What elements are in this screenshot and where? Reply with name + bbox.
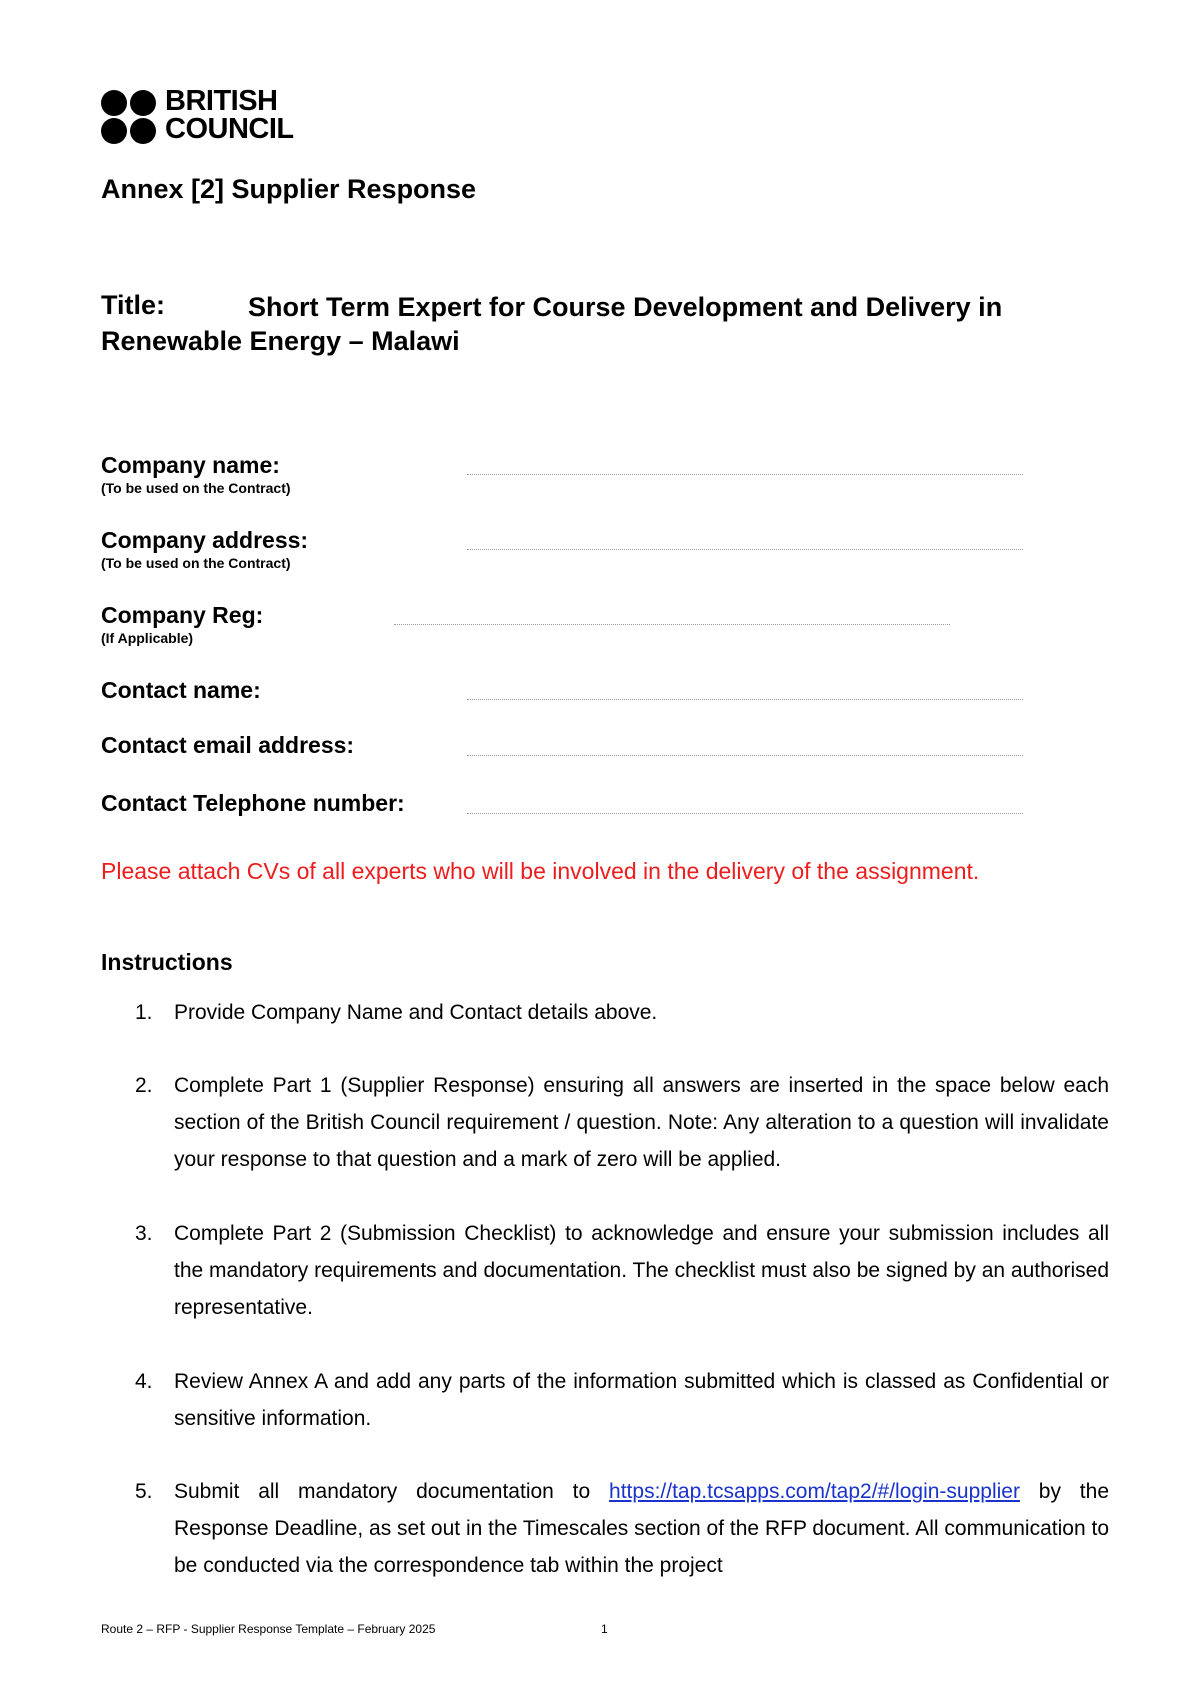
logo-text-line2: COUNCIL	[165, 113, 294, 145]
logo-dot-icon	[101, 90, 127, 116]
company-address-field[interactable]	[467, 549, 1023, 550]
attach-cvs-note: Please attach CVs of all experts who will be involved in the delivery of the assignment.	[101, 858, 980, 884]
company-reg-note: (If Applicable)	[101, 630, 194, 646]
contact-name-field[interactable]	[467, 699, 1023, 700]
contact-email-label: Contact email address:	[101, 732, 355, 758]
list-item-number: 5.	[135, 1480, 153, 1503]
instructions-heading: Instructions	[101, 949, 233, 975]
company-name-field[interactable]	[467, 474, 1023, 475]
contact-telephone-field[interactable]	[467, 813, 1023, 814]
contact-email-field[interactable]	[467, 755, 1023, 756]
list-item-text: Provide Company Name and Contact details above.	[174, 1001, 658, 1024]
contact-name-label: Contact name:	[101, 677, 261, 703]
page-number: 1	[601, 1622, 608, 1636]
list-item-text	[174, 1473, 1109, 1584]
list-item-text-before: Submit all mandatory documentation to	[174, 1480, 591, 1503]
logo-dot-icon	[101, 118, 127, 144]
list-item-number: 2.	[135, 1074, 153, 1097]
company-name-note: (To be used on the Contract)	[101, 480, 291, 496]
company-reg-field[interactable]	[394, 624, 950, 625]
list-item-text: Review Annex A and add any parts of the information submitted which is classed as Confidential or sensitive information.	[174, 1370, 1109, 1430]
list-item-number: 1.	[135, 1001, 153, 1024]
logo-dot-icon	[130, 90, 156, 116]
company-address-label: Company address:	[101, 527, 309, 553]
supplier-login-link[interactable]: https://tap.tcsapps.com/tap2/#/login-supplier	[609, 1480, 1020, 1503]
british-council-logo	[101, 86, 321, 146]
list-item-number: 3.	[135, 1222, 153, 1245]
company-address-note: (To be used on the Contract)	[101, 555, 291, 571]
title-label: Title:	[101, 290, 166, 320]
list-item-text: Complete Part 2 (Submission Checklist) to acknowledge and ensure your submission includes all the mandatory requirements and documentation. The checklist must also be signed by an authorised representative.	[174, 1222, 1109, 1319]
title-text: Short Term Expert for Course Development and Delivery in Renewable Energy – Malawi	[101, 292, 1003, 356]
list-item-text-after: by the Response Deadline, as set out in the Timescales section of the RFP document. All communication to be conducted via the correspondence tab within the project	[174, 1480, 1110, 1577]
company-reg-label: Company Reg:	[101, 602, 264, 628]
contact-telephone-label: Contact Telephone number:	[101, 790, 405, 816]
list-item-text: Complete Part 1 (Supplier Response) ensuring all answers are inserted in the space below each section of the British Council requirement / question. Note: Any alteration to a question will invalidate your response to that question and a mark of zero will be applied.	[174, 1074, 1109, 1171]
logo-text-line1: BRITISH	[165, 85, 278, 117]
footer-document-info: Route 2 – RFP - Supplier Response Template – February 2025	[101, 1622, 436, 1636]
list-item-number: 4.	[135, 1370, 153, 1393]
company-name-label: Company name:	[101, 452, 280, 478]
annex-title: Annex [2] Supplier Response	[101, 174, 477, 204]
logo-dot-icon	[130, 118, 156, 144]
